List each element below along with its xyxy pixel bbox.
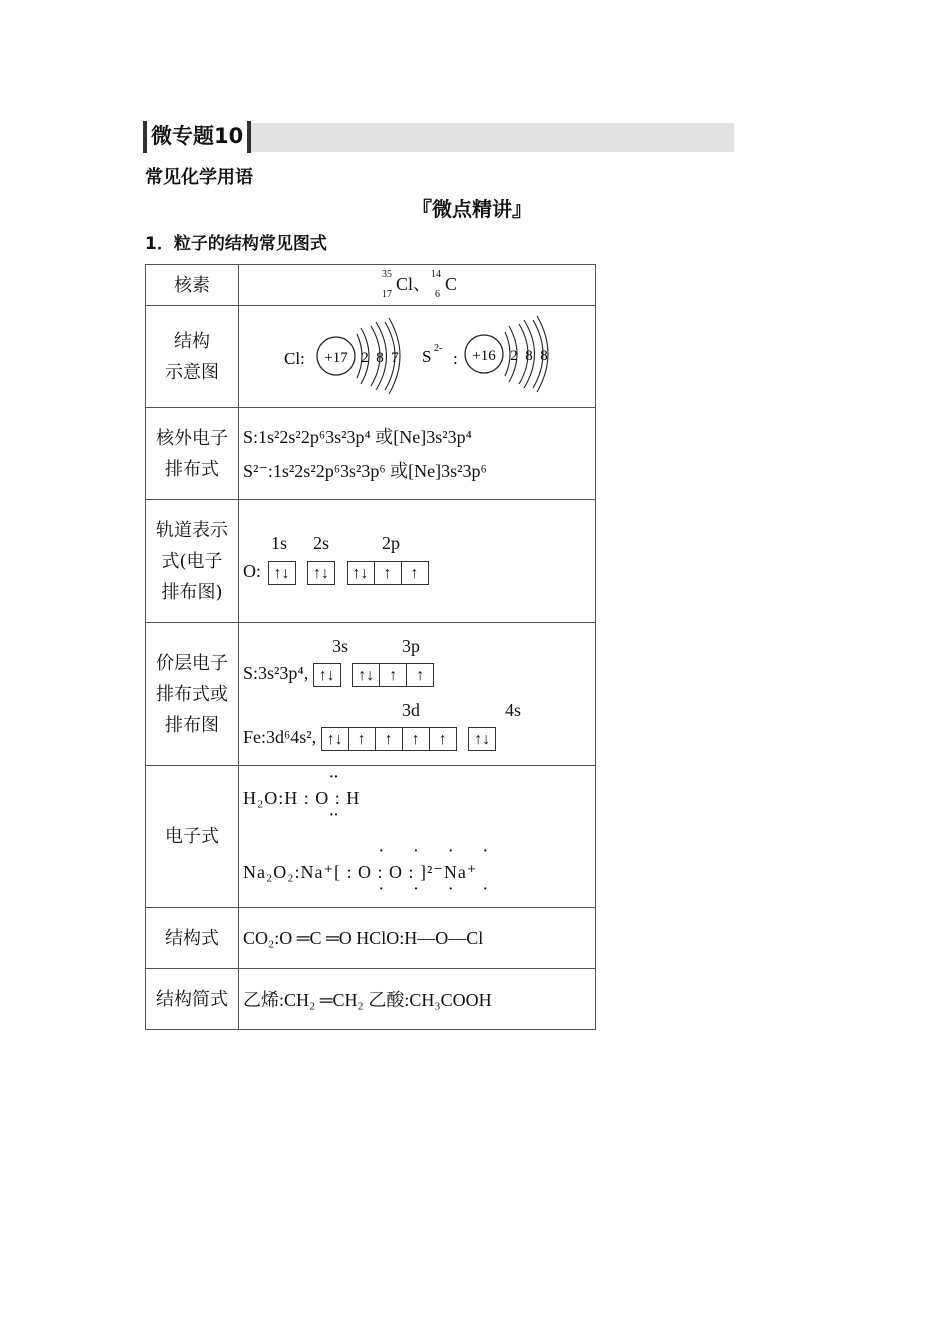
label-lewis: 电子式	[146, 766, 239, 908]
orbital-prefix: O:	[243, 561, 261, 582]
structure-cell	[239, 306, 596, 408]
page-subtitle: 常见化学用语	[145, 167, 253, 188]
orbital-sub-2s: 2s	[313, 533, 330, 553]
cl-prefix: Cl:	[284, 349, 305, 368]
lewis-h2o-dots-top: ··	[329, 770, 339, 785]
atom-diagrams	[239, 306, 594, 406]
label-structure-1: 结构	[174, 330, 210, 352]
label-orbital-2: 式(电子	[161, 550, 223, 572]
config-s: S:1s²2s²2p⁶3s²3p⁴ 或[Ne]3s²3p⁴	[243, 426, 472, 447]
label-valence-3: 排布图	[165, 714, 219, 736]
orbital-box-2p-1: ↑↓	[347, 561, 375, 585]
label-structure-2: 示意图	[165, 361, 219, 383]
s-shell-count-3: 8	[540, 348, 548, 364]
s-colon: :	[453, 349, 458, 368]
s-prefix: S	[422, 347, 432, 366]
valence-fe-sub-4s: 4s	[505, 700, 522, 720]
valence-s-sub-3s: 3s	[332, 636, 349, 656]
orbital-cell	[239, 500, 596, 623]
lewis-cell	[239, 766, 596, 908]
valence-s-sub-3p: 3p	[402, 636, 420, 656]
valence-fe-box-3d-3: ↑	[375, 727, 403, 751]
separator: 、	[413, 274, 432, 294]
cl-shell-count-3: 7	[391, 350, 399, 366]
valence-s-box-3p-1: ↑↓	[352, 663, 380, 687]
config-s2: S²⁻:1s²2s²2p⁶3s²3p⁶ 或[Ne]3s²3p⁶	[243, 460, 487, 481]
lewis-na2o2: Na₂O₂:Na⁺[ : O : O : ]²⁻Na⁺	[243, 862, 478, 882]
c-symbol: C	[445, 274, 458, 294]
label-orbital	[146, 500, 239, 623]
valence-s-box-3s: ↑↓	[313, 663, 341, 687]
orbital-box-1s: ↑↓	[268, 561, 296, 585]
valence-fe-prefix: Fe:3d⁶4s²,	[243, 727, 317, 748]
valence-s-box-3p-2: ↑	[379, 663, 407, 687]
config-cell	[239, 408, 596, 500]
label-config-2: 排布式	[165, 458, 219, 480]
structural-text: CO₂:O ═C ═O HClO:H—O—Cl	[239, 908, 596, 969]
label-valence	[146, 623, 239, 766]
s-charge: 2-	[434, 343, 443, 354]
heading: 1．粒子的结构常见图式	[145, 234, 327, 254]
row-config	[146, 408, 596, 500]
label-orbital-1: 轨道表示	[156, 519, 228, 541]
cl-mass: 35	[382, 268, 392, 280]
row-nuclide	[146, 265, 596, 306]
row-valence	[146, 623, 596, 766]
condensed-text: 乙烯:CH₂ ═CH₂ 乙酸:CH₃COOH	[239, 969, 596, 1030]
valence-s-prefix: S:3s²3p⁴,	[243, 663, 309, 684]
orbital-sub-1s: 1s	[271, 533, 288, 553]
s-shell-1	[505, 332, 510, 376]
lewis-na2o2-dots-top: ····	[379, 844, 518, 859]
orbital-box-2p-2: ↑	[374, 561, 402, 585]
section-title: 『微点精讲』	[412, 197, 532, 221]
label-structure	[146, 306, 239, 408]
chem-table	[145, 264, 596, 1030]
valence-cell	[239, 623, 596, 766]
s-shell-count-2: 8	[525, 348, 533, 364]
orbital-box-2s: ↑↓	[307, 561, 335, 585]
label-orbital-3: 排布图)	[161, 581, 223, 603]
label-nuclide: 核素	[146, 265, 239, 306]
label-config	[146, 408, 239, 500]
row-structure	[146, 306, 596, 408]
cl-shell-count-1: 2	[361, 350, 369, 366]
label-valence-1: 价层电子	[156, 652, 228, 674]
row-lewis	[146, 766, 596, 908]
label-structural: 结构式	[146, 908, 239, 969]
valence-fe-box-3d-2: ↑	[348, 727, 376, 751]
lewis-h2o-dots-bottom: ··	[329, 808, 339, 823]
label-config-1: 核外电子	[156, 427, 228, 449]
row-structural	[146, 908, 596, 969]
lewis-h2o: H₂O:H : O : H	[243, 788, 361, 808]
cl-shell-count-2: 8	[376, 350, 384, 366]
valence-fe-sub-3d: 3d	[402, 700, 420, 720]
topic-badge: 微专题10	[143, 121, 251, 153]
valence-fe-box-4s: ↑↓	[468, 727, 496, 751]
s-shell-count-1: 2	[510, 348, 518, 364]
nuclide-cell	[239, 265, 596, 306]
lewis-na2o2-dots-bottom: ····	[379, 882, 518, 897]
s-nucleus: +16	[472, 348, 496, 364]
valence-fe-box-3d-4: ↑	[402, 727, 430, 751]
valence-fe-box-3d-5: ↑	[429, 727, 457, 751]
label-valence-2: 排布式或	[156, 683, 228, 705]
cl-nucleus: +17	[324, 350, 348, 366]
valence-fe-box-3d-1: ↑↓	[321, 727, 349, 751]
orbital-box-2p-3: ↑	[401, 561, 429, 585]
c-mass: 14	[431, 268, 442, 280]
cl-z: 17	[382, 288, 392, 300]
row-orbital	[146, 500, 596, 623]
label-condensed: 结构简式	[146, 969, 239, 1030]
orbital-sub-2p: 2p	[382, 533, 400, 553]
cl-symbol: Cl	[396, 274, 414, 294]
valence-s-box-3p-3: ↑	[406, 663, 434, 687]
row-condensed	[146, 969, 596, 1030]
c-z: 6	[435, 288, 441, 300]
